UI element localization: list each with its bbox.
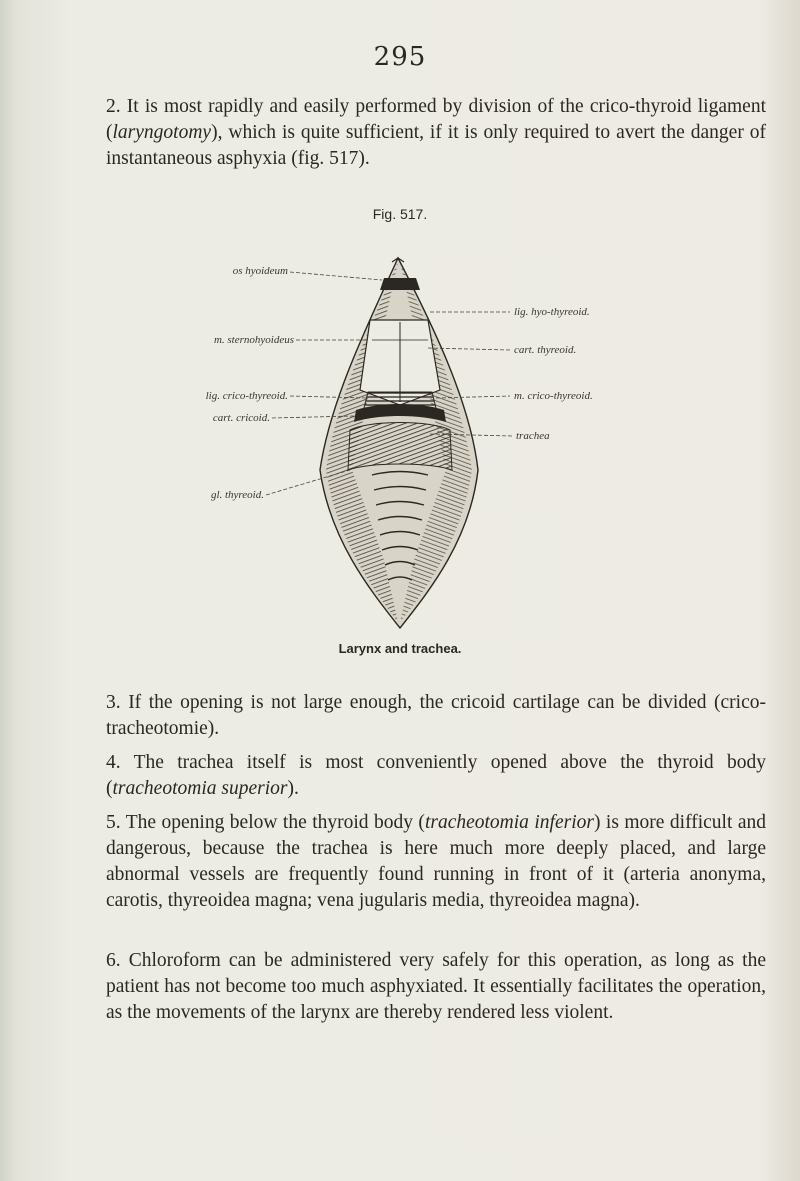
- paragraph-4-text-2: ).: [287, 778, 299, 799]
- paragraph-2-text-1: 2. It is most rapidly and easily performed by division of the crico-thyroid ligament (: [106, 96, 766, 143]
- paragraph-5: [106, 810, 766, 914]
- label-os-hyoideum: os hyoideum: [232, 265, 288, 277]
- paragraph-2-text-2: ), which is quite sufficient, if it is only required to avert the danger of instantaneous asphyxia (fig. 517).: [106, 122, 766, 169]
- figure-title: Fig. 517.: [372, 206, 428, 222]
- paragraph-3: [106, 690, 766, 742]
- paragraph-5-text-2: ) is more difficult and dangerous, because the trachea is here much more deeply placed, and large abnormal vessels are frequently found running in front of it (arteria anonyma, carotis, thyreoidea magna; vena jugularis media, thyreoidea magna).: [106, 812, 766, 911]
- paragraph-5-italic: tracheotomia inferior: [424, 812, 594, 833]
- label-trachea: trachea: [516, 430, 550, 442]
- page-number: 295: [373, 42, 427, 72]
- paragraph-3-text: 3. If the opening is not large enough, the cricoid cartilage can be divided (crico-tracheotomie).: [106, 692, 766, 739]
- label-cart-thyreoid: cart. thyreoid.: [514, 344, 577, 356]
- label-m-sternohyoideus: m. sternohyoideus: [213, 334, 294, 346]
- label-m-crico-thyreoid: m. crico-thyreoid.: [514, 390, 593, 402]
- label-lig-hyo-thyreoid: lig. hyo-thyreoid.: [514, 306, 590, 318]
- label-gl-thyreoid: gl. thyreoid.: [210, 489, 264, 501]
- label-lig-crico-thyreoid: lig. crico-thyreoid.: [205, 390, 288, 402]
- label-cart-cricoid: cart. cricoid.: [212, 412, 270, 424]
- paragraph-4: [106, 750, 766, 802]
- hyoid-bone: [380, 278, 420, 290]
- paragraph-4-text-1: 4. The trachea itself is most conveniently opened above the thyroid body (: [106, 752, 766, 799]
- paragraph-6: [106, 948, 766, 1026]
- paragraph-2-italic: laryngotomy: [112, 122, 212, 143]
- paragraph-6-text: 6. Chloroform can be administered very safely for this operation, as long as the patient has not become too much asphyxiated. It essentially facilitates the operation, as the movements of the larynx are thereby rendered less violent.: [106, 950, 766, 1023]
- paragraph-5-text-1: 5. The opening below the thyroid body (: [106, 812, 425, 833]
- paragraph-4-italic: tracheotomia superior: [112, 778, 288, 799]
- figure-caption: Larynx and trachea.: [338, 641, 462, 656]
- thyroid-gland: [348, 423, 452, 471]
